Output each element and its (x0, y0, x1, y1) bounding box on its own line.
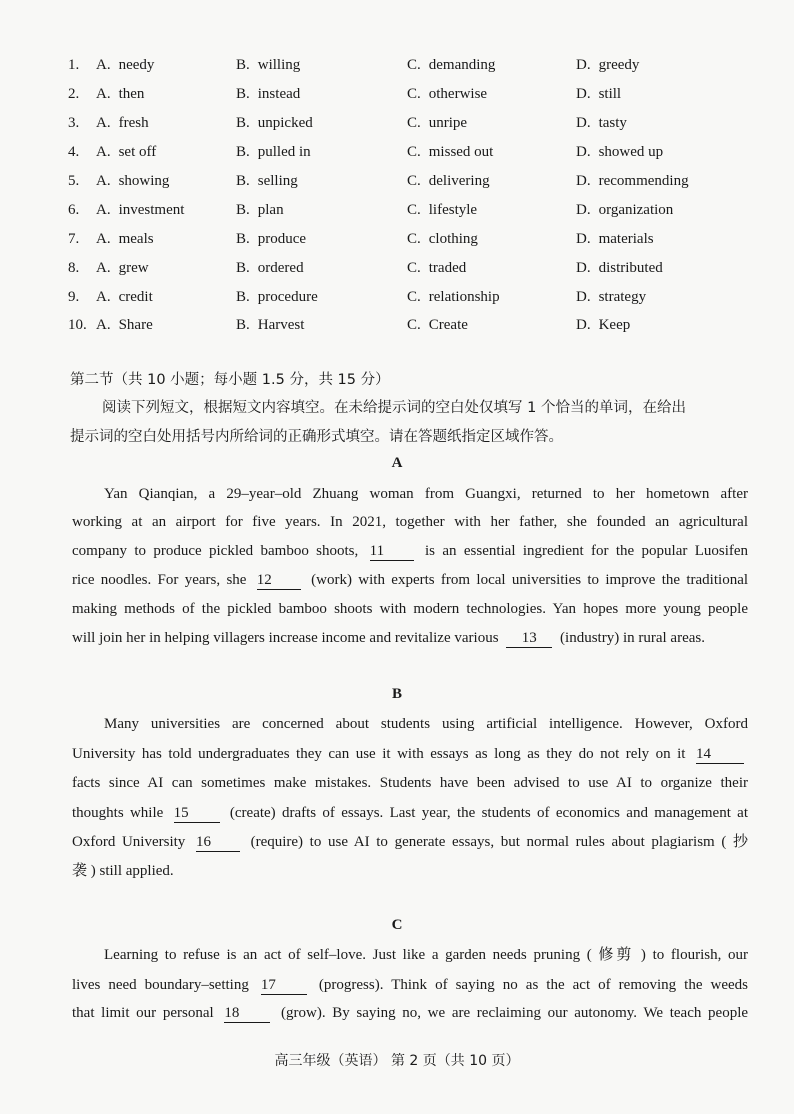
option-text: organization (598, 202, 674, 218)
option-text: Share (118, 317, 153, 333)
question-number: 6. (68, 202, 80, 218)
option-row (0, 86, 794, 108)
option-text: meals (118, 231, 154, 247)
option-c (407, 202, 477, 219)
option-letter: C. (407, 231, 421, 247)
option-d (576, 115, 627, 132)
option-letter: A. (96, 86, 111, 102)
question-number: 10. (68, 317, 87, 333)
option-d (576, 144, 663, 161)
option-letter: C. (407, 260, 421, 276)
option-letter: D. (576, 231, 591, 247)
option-row (0, 115, 794, 137)
question-number: 3. (68, 115, 80, 131)
option-text: pulled in (257, 144, 311, 160)
option-row (0, 173, 794, 195)
option-c (407, 57, 495, 74)
option-text: strategy (598, 289, 647, 305)
option-text: fresh (118, 115, 149, 131)
option-text: credit (118, 289, 153, 305)
passage-a-line: will join her in helping villagers increase income and revitalize various 13 (industry) in rural areas. (72, 630, 705, 646)
option-text: Harvest (257, 317, 305, 333)
option-text: unpicked (257, 115, 313, 131)
option-text: delivering (428, 173, 490, 189)
option-letter: A. (96, 231, 111, 247)
option-a (96, 144, 156, 161)
option-text: produce (257, 231, 307, 247)
option-text: relationship (428, 289, 500, 305)
option-d (576, 86, 621, 103)
option-text: distributed (598, 260, 663, 276)
option-text: willing (257, 57, 301, 73)
option-text: then (118, 86, 145, 102)
passage-a-line: rice noodles. For years, she 12 (work) with experts from local universities to improve the traditional (72, 572, 749, 588)
option-letter: B. (236, 57, 250, 73)
blank-15[interactable]: 15 (174, 805, 220, 823)
option-text: showing (118, 173, 170, 189)
option-b (236, 289, 318, 306)
blank-12[interactable]: 12 (257, 572, 301, 590)
option-b (236, 173, 298, 190)
passage-b-title: B (391, 686, 402, 702)
option-letter: B. (236, 260, 250, 276)
option-c (407, 86, 487, 103)
option-letter: C. (407, 202, 421, 218)
option-row (0, 317, 794, 339)
option-letter: B. (236, 289, 250, 305)
option-text: tasty (598, 115, 627, 131)
passage-b-line: University has told undergraduates they can use it with essays as long as they do not rely on it 14 (72, 744, 748, 764)
option-row (0, 202, 794, 224)
option-text: showed up (598, 144, 664, 160)
section-heading: 第二节（共 10 小题；每小题 1.5 分，共 15 分） (70, 372, 390, 388)
passage-a-line: Yan Qianqian, a 29–year–old Zhuang woman from Guangxi, returned to her hometown after (104, 486, 748, 502)
option-text: clothing (428, 231, 478, 247)
question-number: 5. (68, 173, 80, 189)
option-a (96, 317, 153, 334)
option-c (407, 260, 466, 277)
option-letter: D. (576, 260, 591, 276)
option-text: missed out (428, 144, 494, 160)
option-b (236, 57, 300, 74)
passage-b-line: facts since AI can sometimes make mistakes. Students have been advised to use AI to organize their (72, 775, 748, 791)
option-letter: C. (407, 317, 421, 333)
option-letter: C. (407, 57, 421, 73)
option-letter: A. (96, 115, 111, 131)
option-letter: D. (576, 289, 591, 305)
option-a (96, 289, 153, 306)
option-letter: A. (96, 173, 111, 189)
option-a (96, 57, 154, 74)
passage-a-line: company to produce pickled bamboo shoots, 11 is an essential ingredient for the popular Luosifen (72, 543, 749, 559)
option-b (236, 260, 304, 277)
option-letter: B. (236, 173, 250, 189)
option-text: needy (118, 57, 155, 73)
option-text: lifestyle (428, 202, 478, 218)
option-letter: A. (96, 317, 111, 333)
option-text: ordered (257, 260, 304, 276)
option-c (407, 173, 490, 190)
option-d (576, 317, 630, 334)
option-b (236, 202, 284, 219)
option-letter: B. (236, 317, 250, 333)
option-b (236, 86, 300, 103)
option-text: greedy (598, 57, 640, 73)
blank-11[interactable]: 11 (370, 543, 414, 561)
option-row (0, 231, 794, 253)
option-letter: B. (236, 231, 250, 247)
question-number: 2. (68, 86, 80, 102)
instruction-line-2: 提示词的空白处用括号内所给词的正确形式填空。请在答题纸指定区域作答。 (70, 429, 563, 445)
blank-14[interactable]: 14 (696, 746, 744, 764)
question-number: 1. (68, 57, 80, 73)
option-letter: C. (407, 86, 421, 102)
passage-a-line: making methods of the pickled bamboo shoots with modern technologies. Yan hopes more young people (72, 601, 748, 617)
blank-16[interactable]: 16 (196, 834, 240, 852)
option-a (96, 86, 144, 103)
option-letter: D. (576, 173, 591, 189)
option-letter: B. (236, 202, 250, 218)
option-b (236, 317, 304, 334)
passage-b-line: Oxford University 16 (require) to use AI to generate essays, but normal rules about plagiarism ( 抄 (72, 834, 748, 850)
option-letter: D. (576, 115, 591, 131)
option-letter: D. (576, 144, 591, 160)
option-letter: A. (96, 202, 111, 218)
option-text: still (598, 86, 622, 102)
option-row (0, 57, 794, 79)
question-number: 9. (68, 289, 80, 305)
option-letter: A. (96, 260, 111, 276)
option-row (0, 289, 794, 311)
blank-13[interactable]: 13 (506, 630, 552, 648)
option-a (96, 173, 169, 190)
passage-c-line: Learning to refuse is an act of self–love. Just like a garden needs pruning ( 修剪 ) to flourish, our (104, 947, 748, 963)
option-text: demanding (428, 57, 496, 73)
option-letter: B. (236, 115, 250, 131)
passage-b-line: 袭 ) still applied. (72, 863, 174, 879)
option-text: recommending (598, 173, 689, 189)
option-letter: A. (96, 57, 111, 73)
option-text: unripe (428, 115, 468, 131)
option-d (576, 202, 673, 219)
option-letter: C. (407, 115, 421, 131)
option-letter: D. (576, 57, 591, 73)
option-letter: A. (96, 289, 111, 305)
option-text: plan (257, 202, 284, 218)
option-text: grew (118, 260, 149, 276)
passage-c-line: that limit our personal 18 (grow). By saying no, we are reclaiming our autonomy. We teach people (72, 1005, 749, 1021)
option-c (407, 289, 500, 306)
option-c (407, 115, 467, 132)
option-row (0, 144, 794, 166)
option-letter: C. (407, 173, 421, 189)
blank-17[interactable]: 17 (261, 977, 307, 995)
option-a (96, 260, 149, 277)
option-text: set off (118, 144, 157, 160)
passage-c-title: C (391, 917, 403, 933)
option-letter: B. (236, 86, 250, 102)
option-d (576, 289, 646, 306)
question-number: 7. (68, 231, 80, 247)
option-d (576, 231, 654, 248)
option-letter: D. (576, 202, 591, 218)
option-text: materials (598, 231, 654, 247)
option-text: Keep (598, 317, 631, 333)
option-b (236, 231, 306, 248)
option-a (96, 202, 184, 219)
option-d (576, 260, 663, 277)
option-text: procedure (257, 289, 318, 305)
option-c (407, 231, 478, 248)
option-text: otherwise (428, 86, 488, 102)
option-text: instead (257, 86, 301, 102)
option-text: investment (118, 202, 185, 218)
option-letter: C. (407, 289, 421, 305)
option-c (407, 144, 493, 161)
option-text: Create (428, 317, 468, 333)
page-footer: 高三年级（英语） 第 2 页（共 10 页） (274, 1053, 520, 1069)
passage-a-line: working at an airport for five years. In 2021, together with her father, she founded an agricultural (72, 514, 748, 530)
passage-a-title: A (391, 455, 403, 471)
instruction-line-1: 阅读下列短文，根据短文内容填空。在未给提示词的空白处仅填写 1 个恰当的单词，在给出 (102, 400, 686, 416)
option-b (236, 115, 313, 132)
passage-c-line: lives need boundary–setting 17 (progress). Think of saying no as the act of removing the weeds (72, 977, 749, 993)
question-number: 8. (68, 260, 80, 276)
option-text: traded (428, 260, 467, 276)
option-letter: D. (576, 86, 591, 102)
option-letter: A. (96, 144, 111, 160)
option-letter: C. (407, 144, 421, 160)
option-row (0, 260, 794, 282)
option-a (96, 115, 149, 132)
passage-b-line: thoughts while 15 (create) drafts of essays. Last year, the students of economics and management at (72, 805, 748, 821)
option-b (236, 144, 311, 161)
question-number: 4. (68, 144, 80, 160)
blank-18[interactable]: 18 (224, 1005, 270, 1023)
option-d (576, 57, 639, 74)
option-c (407, 317, 468, 334)
option-text: selling (257, 173, 298, 189)
option-a (96, 231, 154, 248)
passage-b-line: Many universities are concerned about students using artificial intelligence. However, Oxford (104, 716, 748, 732)
option-letter: B. (236, 144, 250, 160)
option-letter: D. (576, 317, 591, 333)
option-d (576, 173, 689, 190)
